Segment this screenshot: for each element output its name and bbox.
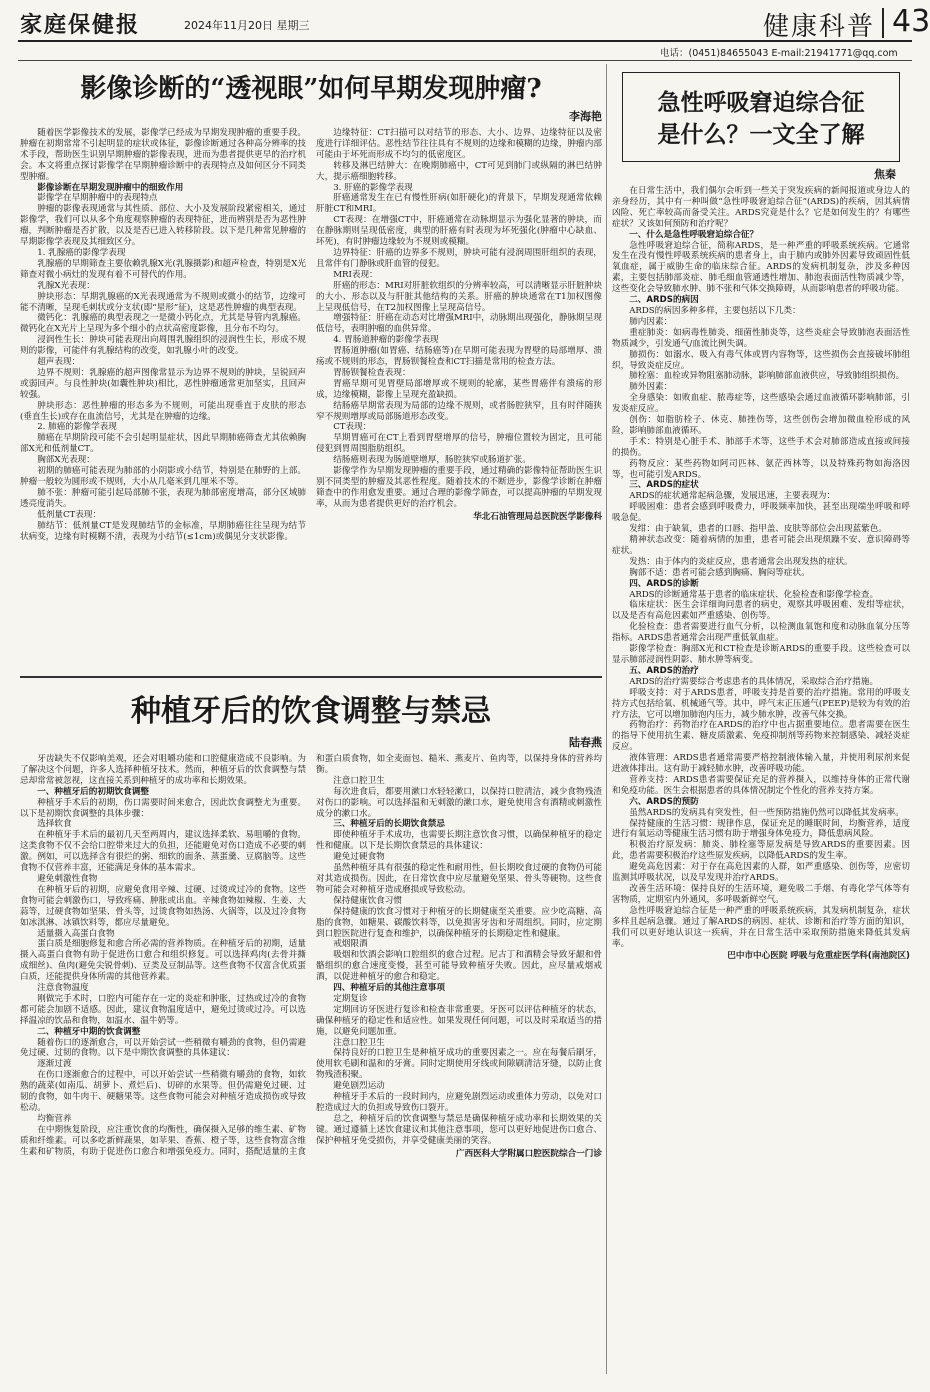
paragraph: 定期复诊 — [333, 993, 368, 1004]
paragraph: 4. 胃肠道肿瘤的影像学表现 — [333, 335, 439, 346]
paragraph: 3. 肝癌的影像学表现 — [333, 182, 413, 193]
paragraph: 选择软食 — [37, 819, 72, 830]
paragraph: 创伤：如脂肪栓子、休克、肺挫伤等，这些创伤会增加微血栓形成的风险，影响肺部血液循环。 — [612, 415, 910, 436]
paragraph: 乳腺癌的早期筛查主要依赖乳腺X光(乳腺摄影)和超声检查，特别是X光筛查对微小病灶的发现有着不可替代的作用。 — [20, 258, 306, 280]
section-heading: 二、ARDS的病因 — [629, 295, 699, 306]
section-heading: 一、种植牙后的初期饮食调整 — [37, 786, 149, 797]
paragraph: 避免剧烈运动 — [333, 1081, 385, 1092]
paragraph: 肺损伤：如溺水、吸入有毒气体或胃内容物等，这些损伤会直接破坏肺组织，导致炎症反应。 — [612, 349, 910, 371]
paragraph: 保持良好的口腔卫生是种植牙成功的重要因素之一。应在每餐后刷牙，使用软毛刷和温和的牙膏。同时定期使用牙线或间隙刷清洁牙缝，以防止食物残渣积聚。 — [316, 1048, 602, 1081]
paragraph: 种植牙手术后的初期，伤口需要时间来愈合，因此饮食调整尤为重要。以下是初期饮食调整的具体步骤： — [20, 797, 306, 819]
paragraph: 边界特征：肝癌的边界多不规则，肿块可能有浸润周围肝组织的表现，且常伴有门静脉或肝血管的侵犯。 — [316, 247, 602, 269]
paragraph: 肝癌的形态：MRI对肝脏软组织的分辨率较高，可以清晰显示肝脏肿块的大小、形态以及与肝脏其他结构的关系。肝癌的肿块通常在T1加权图像上呈现低信号，在T2加权图像上呈现高信号。 — [316, 280, 602, 313]
paragraph: 保持健康的生活习惯：规律作息，保证充足的睡眠时间，均衡营养，适度进行有氧运动等健康生活习惯有助于增强身体免疫力，降低患病风险。 — [612, 818, 910, 840]
article-title-box — [622, 72, 900, 162]
author-affiliation: 巴中市中心医院 呼吸与危重症医学科(南池院区) — [727, 951, 910, 962]
paragraph: 呼吸困难：患者会感到呼吸费力，呼吸频率加快，甚至出现端坐呼吸和呼吸急促。 — [612, 502, 910, 524]
header-rule — [18, 60, 912, 61]
paragraph: 影像学检查：胸部X光和CT检查是诊断ARDS的重要手段。这些检查可以显示肺部浸润性阴影、肺水肿等病变。 — [612, 644, 910, 665]
paragraph: 2. 肺癌的影像学表现 — [37, 422, 117, 433]
paragraph: 超声表现： — [37, 357, 81, 368]
section-heading: 六、ARDS的预防 — [629, 796, 699, 807]
paragraph: 适量摄入高蛋白食物 — [37, 928, 115, 939]
paper-name: 家庭保健报 — [20, 13, 141, 38]
paragraph: 微钙化：乳腺癌的典型表现之一是微小钙化点，尤其是导管内乳腺癌。微钙化在X光片上呈现为多个细小的点状高密度影像，且分布不均匀。 — [20, 313, 306, 335]
paragraph: ARDS的症状通常起病急骤，发展迅速，主要表现为： — [629, 491, 836, 502]
paragraph: 肿块形态：早期乳腺癌的X光表现通常为不规则或微小的结节，边缘可能不清晰，呈现毛刺状或分支状(即“星形”征)，这是恶性肿瘤的典型表现。 — [20, 291, 306, 313]
paragraph: 保持健康的饮食习惯对于种植牙的长期健康至关重要。应少吃高糖、高脂的食物，如糖果、碳酸饮料等，以免损害牙齿和牙周组织。同时，应定期到口腔医院进行复查和维护，以确保种植牙的长期稳定性和健康。 — [316, 906, 602, 939]
article-author: 李海艳 — [569, 110, 602, 123]
section-name: 健康科普 — [763, 12, 876, 42]
paragraph: 化验检查：患者需要进行血气分析，以检测血氧饱和度和动脉血氧分压等指标。ARDS患者通常会出现严重低氧血症。 — [612, 622, 910, 644]
paragraph: 重症肺炎：如病毒性肺炎、细菌性肺炎等，这些炎症会导致肺泡表面活性物质减少，引发通气/血流比例失调。 — [612, 327, 910, 349]
paragraph: 液体管理：ARDS患者通常需要严格控制液体输入量，并使用利尿剂来促进液体排出。这有助于减轻肺水肿，改善呼吸功能。 — [612, 753, 910, 775]
paragraph: 增强特征：肝癌在动态对比增强MRI中，动脉期出现强化，静脉期呈现低信号，表明肿瘤的血供异常。 — [316, 313, 602, 335]
paragraph: 戒烟限酒 — [333, 939, 368, 950]
paragraph: ARDS的治疗需要综合考虑患者的具体情况，采取综合治疗措施。 — [629, 676, 879, 687]
page-number-divider — [882, 8, 884, 38]
publication-date: 2024年11月20日 星期三 — [184, 19, 310, 32]
paragraph: 药物治疗：药物治疗在ARDS的治疗中也占据重要地位。患者需要在医生的指导下使用抗生素、糖皮质激素、免疫抑制剂等药物来控制感染、减轻炎症反应。 — [612, 720, 910, 753]
paragraph: 转移及淋巴结肿大：在晚期肺癌中，CT可见到肺门或纵隔的淋巴结肿大，提示癌细胞转移。 — [316, 160, 602, 182]
paragraph: 改善生活环境：保持良好的生活环境，避免吸二手烟、有毒化学气体等有害物质，定期室内外通风，多呼吸新鲜空气。 — [612, 884, 910, 905]
paragraph: 注意口腔卫生 — [333, 775, 385, 786]
paragraph: MRI表现： — [333, 269, 378, 280]
paragraph: 注意食物温度 — [37, 983, 89, 994]
paragraph: 胃肠道肿瘤(如胃癌、结肠癌等)在早期可能表现为胃壁的局部增厚、溃疡或不规则的形态，胃肠钡餐检查和CT扫描是常用的检查方法。 — [316, 346, 602, 368]
paragraph: CT表现： — [333, 422, 372, 433]
paragraph: 精神状态改变：随着病情的加重，患者可能会出现烦躁不安、意识障碍等症状。 — [612, 535, 910, 556]
paragraph: 临床症状：医生会详细询问患者的病史，观察其呼吸困难、发绀等症状，以及是否有高危因素如严重感染、创伤等。 — [612, 600, 910, 622]
paragraph: 发绀：由于缺氧，患者的口唇、指甲盖、皮肤等部位会出现蓝紫色。 — [629, 524, 888, 535]
paragraph: 避免过硬食物 — [333, 852, 385, 863]
paragraph: 肝癌通常发生在已有慢性肝病(如肝硬化)的背景下，早期发现通常依赖肝脏CT和MRI。 — [316, 193, 602, 215]
paragraph: 随着医学影像技术的发展，影像学已经成为早期发现肿瘤的重要手段。肿瘤在初期常常不引起明显的症状或体征，影像诊断通过各种高分辨率的技术手段，帮助医生识别早期肿瘤的影像表现，进而为患者提供更早的治疗机会。本文将重点探讨影像学在早期肿瘤诊断中的表现特点及如何区分不同类型肿瘤。 — [20, 128, 306, 182]
column-divider — [606, 64, 607, 1374]
paragraph: 全身感染：如败血症、脓毒症等，这些感染会通过血液循环影响肺部，引发炎症反应。 — [612, 393, 910, 415]
paragraph: 随着伤口的逐渐愈合，可以开始尝试一些稍微有嚼劲的食物，但仍需避免过硬、过韧的食物。以下是中期饮食调整的具体建议： — [20, 1037, 306, 1059]
paragraph: 每次进食后，都要用漱口水轻轻漱口，以保持口腔清洁，减少食物残渣对伤口的影响。可以选择温和无刺激的漱口水，避免使用含有酒精或刺激性成分的漱口水。 — [316, 786, 602, 819]
article-author: 陆春燕 — [569, 736, 602, 749]
paragraph: 肺外因素： — [629, 382, 673, 393]
paragraph: 吸烟和饮酒会影响口腔组织的愈合过程。尼古丁和酒精会导致牙龈和骨骼组织的愈合速度变慢，甚至可能导致种植牙失败。因此，应尽量戒烟戒酒，以促进种植牙的愈合和稳定。 — [316, 950, 602, 983]
paragraph: 低剂量CT表现： — [37, 509, 102, 520]
article-title: 种植牙后的饮食调整与禁忌 — [131, 694, 491, 729]
paragraph: 肺不张：肿瘤可能引起局部肺不张，表现为肺部密度增高，部分区域肺透亮度消失。 — [20, 487, 306, 509]
paragraph: 结肠癌则表现为肠道壁增厚，肠腔狭窄或肠道扩张。 — [333, 455, 531, 466]
article-author: 焦秦 — [874, 168, 896, 181]
paragraph: 肿瘤的影像表现通常与其性质、部位、大小及发展阶段紧密相关，通过影像学，我们可以从多个角度观察肿瘤的表现特征，进而辨别是否为恶性肿瘤，判断肿瘤是否扩散，以及是否已进入转移阶段。以下是几种常见肿瘤的早期影像学表现及其细致区分。 — [20, 204, 306, 248]
section-heading: 二、种植牙中期的饮食调整 — [37, 1026, 141, 1037]
article-title-line: 急性呼吸窘迫综合征 — [657, 89, 865, 116]
paragraph: 药物反应：某些药物如阿司匹林、氨茫西林等，以及特殊药物如海洛因等，也可能引发ARDS。 — [612, 458, 910, 480]
paragraph: 保持健康饮食习惯 — [333, 895, 402, 906]
article-imaging-diagnosis — [20, 66, 602, 678]
article-dental-implant-diet — [20, 684, 602, 1380]
paragraph: 胸部不适：患者可能会感到胸痛、胸闷等症状。 — [629, 567, 810, 578]
paragraph: 虽然ARDS的发病具有突发性，但一些预防措施仍然可以降低其发病率。 — [629, 807, 904, 818]
paragraph: 在中期恢复阶段，应注重饮食的均衡性，确保摄入足够的维生素、矿物质和纤维素。可以多吃新鲜蔬果，如苹果、香蕉、橙子等，这些食物富含维生素和矿物质，有助于促进伤口愈合和增强免疫力。同时，搭配适量的主食和蛋白质食物，如全麦面包、糙米、燕麦片、鱼肉等，以保持身体的营养均衡。 — [20, 754, 602, 1157]
paragraph: 乳腺X光表现： — [37, 280, 95, 291]
paragraph: 均衡营养 — [37, 1113, 72, 1124]
paragraph: 牙齿缺失不仅影响美观，还会对咀嚼功能和口腔健康造成不良影响。为了解决这个问题，许多人选择种植牙技术。然而，种植牙后的饮食调整与禁忌却常常被忽视，这直接关系到种植牙的成功率和长期效果。 — [20, 754, 306, 786]
paragraph: 在种植牙后的初期，应避免食用辛辣、过硬、过烫或过冷的食物。这些食物可能会刺激伤口，导致疼痛、肿胀或出血。辛辣食物如辣椒、生姜、大蒜等，过硬食物如坚果、骨头等，过烫食物如热汤、火锅等，以及过冷食物如冰淇淋、冰镇饮料等，都应尽量避免。 — [20, 884, 306, 928]
contact-line: 电话：(0451)84655043 E-mail:21941771@qq.com — [660, 48, 898, 59]
paragraph: 肺栓塞：血栓或异物阻塞肺动脉，影响肺部血液供应，导致肺组织损伤。 — [629, 371, 905, 382]
paragraph: 注意口腔卫生 — [333, 1037, 385, 1048]
paragraph: 胃肠钡餐检查表现： — [333, 367, 411, 378]
paragraph: 1. 乳腺癌的影像学表现 — [37, 247, 126, 258]
paragraph: 避免刺激性食物 — [37, 873, 98, 884]
paragraph: 积极治疗原发病：肺炎、肺栓塞等原发病是导致ARDS的重要因素。因此，患者需要积极治疗这些原发疾病，以降低ARDS的发生率。 — [612, 840, 910, 862]
author-affiliation: 广西医科大学附属口腔医院综合一门诊 — [455, 1148, 602, 1159]
paragraph: 避免高危因素：对于存在高危因素的人群，如严重感染、创伤等，应密切监测其呼吸状况，以及早发现并治疗ARDS。 — [612, 862, 910, 884]
article-body — [612, 186, 910, 962]
paragraph: 在日常生活中，我们偶尔会听到一些关于突发疾病的新闻报道或身边人的亲身经历，其中有一种叫做“急性呼吸窘迫综合征”(ARDS)的疾病，因其病情凶险、死亡率较高而备受关注。ARDS究竟是什么？它是如何发生的？有哪些症状？又该如何预防和治疗呢？ — [612, 186, 910, 229]
paragraph: 边界不规则：乳腺癌的超声图像常显示为边界不规则的肿块，呈锐回声或弱回声。与良性肿块(如囊性肿块)相比，恶性肿瘤通常更加坚实，且回声较强。 — [20, 367, 306, 400]
paragraph: 呼吸支持：对于ARDS患者，呼吸支持是首要的治疗措施。常用的呼吸支持方式包括给氧、机械通气等。其中，呼气末正压通气(PEEP)是较为有效的治疗方法，它可以增加肺泡内压力，减少肺水肿，改善气体交换。 — [612, 687, 910, 720]
paragraph: 影像学作为早期发现肿瘤的重要手段，通过精确的影像特征帮助医生识别不同类型的肿瘤及其恶性程度。随着技术的不断进步，影像学诊断在肿瘤筛查中的作用愈发重要。通过合理的影像学筛查，可以提高肿瘤的早期发现率，从而为患者提供更好的治疗机会。 — [316, 466, 602, 509]
paragraph: 肺内因素： — [629, 316, 673, 327]
article-title-line: 是什么？一文全了解 — [657, 121, 865, 148]
section-heading: 影像诊断在早期发现肿瘤中的细致作用 — [37, 182, 184, 193]
paragraph: 在伤口逐渐愈合的过程中，可以开始尝试一些稍微有嚼劲的食物，如软熟的蔬菜(如南瓜、胡萝卜、煮烂后)、切碎的水果等。但仍需避免过硬、过韧的食物，如牛肉干、硬糖果等。这些食物可能会对种植牙造成损伤或导致松动。 — [20, 1070, 306, 1113]
article-divider — [20, 676, 602, 678]
paragraph: 胸部X光表现： — [37, 455, 95, 466]
article-title: 影像诊断的“透视眼”如何早期发现肿瘤? — [80, 74, 542, 104]
paragraph: 肺癌在早期阶段可能不会引起明显症状，因此早期肺癌筛查尤其依赖胸部X光和低剂量CT。 — [20, 433, 306, 455]
section-heading: 三、种植牙后的长期饮食禁忌 — [333, 819, 445, 830]
paragraph: 即使种植牙手术成功，也需要长期注意饮食习惯，以确保种植牙的稳定性和健康。以下是长期饮食禁忌的具体建议： — [316, 830, 602, 852]
paragraph: 发热：由于体内的炎症反应，患者通常会出现发热的症状。 — [629, 556, 853, 567]
section-heading: 五、ARDS的治疗 — [629, 665, 699, 676]
paragraph: 肿块形态：恶性肿瘤的形态多为不规则，可能出现垂直于皮肤的形态(垂直生长)或存在血流信号，尤其是在肿瘤的边缘。 — [20, 400, 306, 422]
paragraph: 虽然种植牙具有很强的稳定性和耐用性，但长期咬食过硬的食物仍可能对其造成损伤。因此，在日常饮食中应尽量避免坚果、骨头等硬物。这些食物可能会对种植牙造成磨损或导致松动。 — [316, 863, 602, 895]
page-number: 43 — [892, 4, 930, 39]
article-body — [20, 754, 602, 1366]
paragraph: 逐渐过渡 — [37, 1059, 72, 1070]
section-heading: 四、ARDS的诊断 — [629, 578, 699, 589]
paragraph: 在种植牙手术后的最初几天至两周内，建议选择柔软、易咀嚼的食物。这类食物不仅不会给口腔带来过大的负担，还能避免对伤口造成不必要的刺激。例如，可以选择含有很烂的粥、细软的面条、蒸蛋羹、豆腐脑等。这些食物不仅营养丰富，还能满足身体的基本需求。 — [20, 830, 306, 874]
paragraph: ARDS的病因多种多样，主要包括以下几类： — [629, 305, 801, 316]
paragraph: ARDS的诊断通常基于患者的临床症状、化验检查和影像学检查。 — [629, 589, 879, 600]
paragraph: 初期的肺癌可能表现为肺部的小阴影或小结节，特别是在肺野的上部。肿瘤一般较为圆形或不规则，大小从几毫米到几厘米不等。 — [20, 466, 306, 487]
paragraph: 早期胃癌可在CT上看到胃壁增厚的信号，肿瘤位置较为固定，且可能侵犯到胃周围脂肪组织。 — [316, 433, 602, 455]
paragraph: 刚做完手术时，口腔内可能存在一定的炎症和肿胀，过热或过冷的食物都可能会加剧不适感。因此，建议食物温度适中，避免过烫或过冷。可以选择温凉的饮品和食物，如温水、温牛奶等。 — [20, 993, 306, 1026]
paragraph: 种植牙手术后的一段时间内，应避免剧烈运动或重体力劳动，以免对口腔造成过大的负担或导致伤口裂开。 — [316, 1092, 602, 1113]
paragraph: 结肠癌早期常表现为局部的边缘不规则，或者肠腔狭窄，且有时伴随狭窄不规则增厚或局部肠道形态改变。 — [316, 400, 602, 422]
paragraph: 急性呼吸窘迫综合征是一种严重的呼吸系统疾病，其发病机制复杂，症状多样且起病急骤。通过了解ARDS的病因、症状、诊断和治疗等方面的知识，我们可以更好地认识这一疾病，并在日常生活中采取预防措施来降低其发病率。 — [612, 905, 910, 949]
section-heading: 一、什么是急性呼吸窘迫综合征？ — [629, 229, 759, 240]
section-heading: 四、种植牙后的其他注意事项 — [333, 983, 445, 994]
paragraph: 急性呼吸窘迫综合征，简称ARDS，是一种严重的呼吸系统疾病。它通常发生在没有慢性呼吸系统疾病的患者身上，由于肺内或肺外因素导致顽固性低氧血症，属于威胁生命的临床综合征。ARDS的发病机制复杂，涉及多种因素，主要包括肺部炎症、肺毛细血管通透性增加、肺泡表面活性物质减少等，这些变化会导致肺水肿、肺不张和气体交换障碍，从而影响患者的呼吸功能。 — [612, 240, 910, 295]
article-body — [20, 128, 602, 678]
paragraph: 定期回访牙医进行复诊和检查非常重要。牙医可以评估种植牙的状态，确保种植牙的稳定性和适应性。如果发现任何问题，可以及时采取适当的措施，以避免问题加重。 — [316, 1004, 602, 1037]
paragraph: 肺结节：低剂量CT是发现肺结节的金标准，早期肺癌往往呈现为结节状病变，边缘有时模糊不清，表现为小结节(≤1cm)或偶见分支状影像。 — [20, 520, 306, 542]
paragraph: 浸润性生长：肿块可能表现出向周围乳腺组织的浸润性生长，形成不规则的影像，可能伴有乳腺结构的改变，如乳腺小叶的改变。 — [20, 335, 306, 357]
masthead — [18, 4, 930, 42]
section-heading: 三、ARDS的症状 — [629, 480, 699, 491]
article-ards — [612, 66, 910, 1386]
author-affiliation: 华北石油管理局总医院医学影像科 — [473, 511, 602, 522]
paragraph: 胃癌早期可见胃壁局部增厚或不规则的轮廓，某些胃癌伴有溃疡的形成，边缘模糊，影像上呈现充盈缺损。 — [316, 378, 602, 400]
paragraph: CT表现：在增强CT中，肝癌通常在动脉期显示为强化显著的肿块，而在静脉期则呈现低密度，典型的肝癌有时表现为坏死强化(肿瘤中心缺血、坏死)，有时肿瘤边缘较为不规则或模糊。 — [316, 215, 602, 248]
paragraph: 手术：特别是心脏手术、肺部手术等，这些手术会对肺部造成直接或间接的损伤。 — [612, 436, 910, 458]
paragraph: 总之，种植牙后的饮食调整与禁忌是确保种植牙成功率和长期效果的关键。通过遵循上述饮食建议和其他注意事项，您可以更好地促进伤口愈合、保护种植牙免受损伤，并享受健康美丽的笑容。 — [316, 1113, 602, 1146]
paragraph: 边缘特征：CT扫描可以对结节的形态、大小、边界、边缘特征以及密度进行详细评估。恶性结节往往具有不规则的边缘和模糊的边缘，肿瘤内部可能由于坏死而形成不均匀的低密度区。 — [316, 128, 602, 160]
paragraph: 营养支持：ARDS患者需要保证充足的营养摄入，以维持身体的正常代谢和免疫功能。医生会根据患者的具体情况制定个性化的营养支持方案。 — [612, 774, 910, 796]
paragraph: 影像学在早期肿瘤中的表现特点 — [37, 193, 158, 204]
paragraph: 蛋白质是细胞修复和愈合所必需的营养物质。在种植牙后的初期，适量摄入高蛋白食物有助于促进伤口愈合和组织修复。可以选择鸡肉(去骨并撕成细丝)、鱼肉(避免尖锐骨刺)、豆类及豆制品等。这些食物不仅富含优质蛋白质，还能提供身体所需的其他营养素。 — [20, 939, 306, 983]
